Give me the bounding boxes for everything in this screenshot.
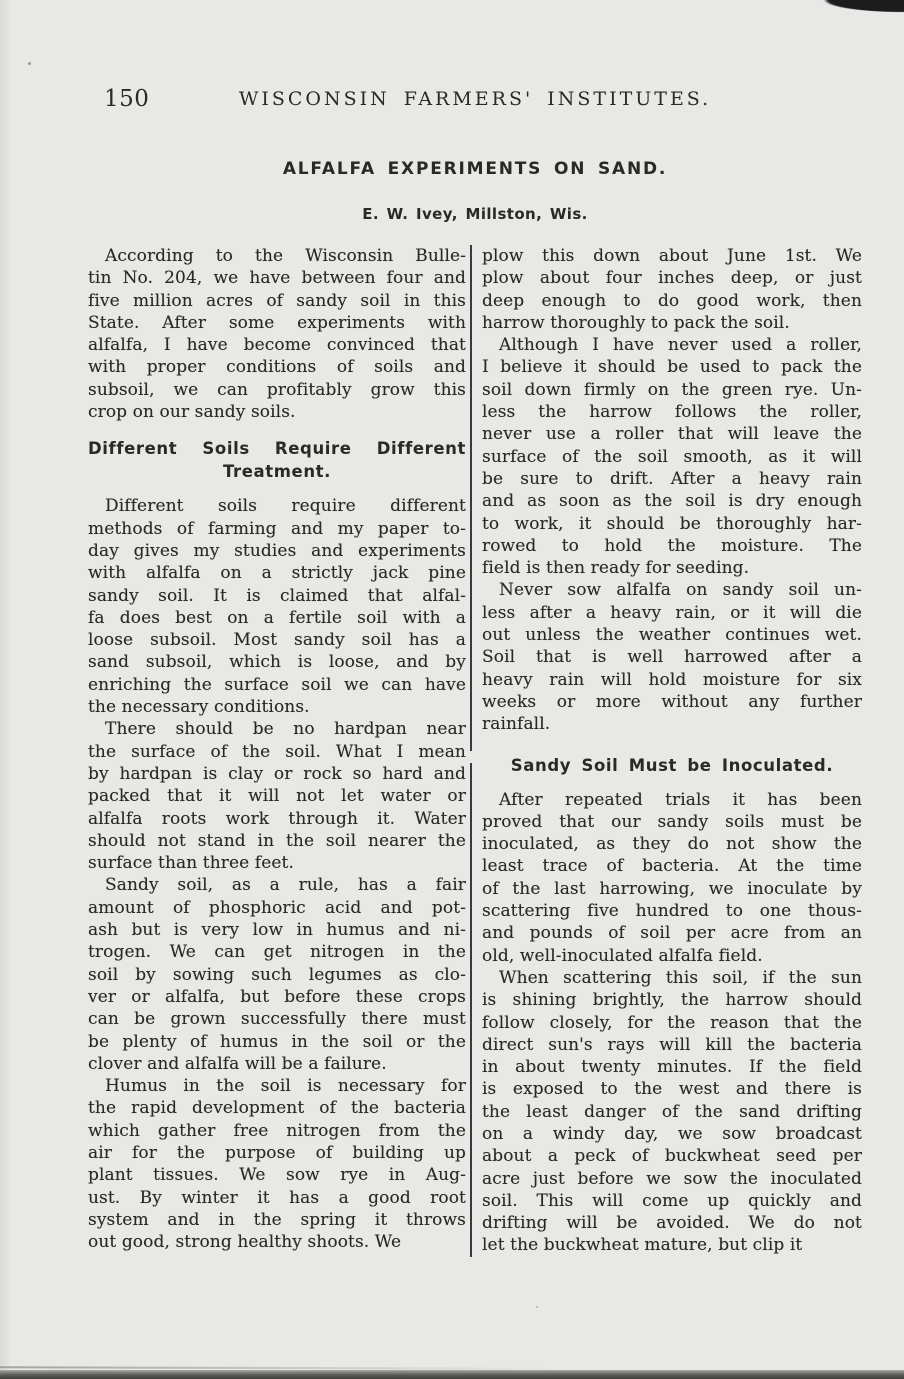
text-line: harrow thoroughly to pack the soil. — [482, 312, 790, 333]
text-line: Sandy soil, as a rule, has a fair — [105, 875, 466, 896]
text-line: about a peck of buckwheat seed per — [482, 1146, 862, 1167]
article-title: ALFALFA EXPERIMENTS ON SAND. — [282, 159, 668, 179]
text-line: trogen. We can get nitrogen in the — [88, 942, 466, 963]
text-line: Never sow alfalfa on sandy soil un- — [499, 580, 862, 601]
text-line: ash but is very low in humus and ni- — [88, 920, 466, 941]
text-line: should not stand in the soil nearer the — [88, 830, 466, 851]
text-line: with proper conditions of soils and — [88, 357, 466, 378]
text-line: plow about four inches deep, or just — [482, 268, 862, 289]
text-line: plow this down about June 1st. We — [482, 246, 862, 266]
scan-bottom-band — [0, 1370, 904, 1379]
text-line: methods of farming and my paper to- — [88, 518, 466, 539]
text-line: State. After some experiments with — [88, 312, 466, 333]
text-line: enriching the surface soil we can have — [88, 674, 466, 695]
text-line: acre just before we sow the inoculated — [482, 1168, 862, 1189]
text-line: I believe it should be used to pack the — [482, 357, 862, 378]
text-line: amount of phosphoric acid and pot- — [88, 897, 466, 918]
text-line: by hardpan is clay or rock so hard and — [88, 763, 466, 784]
running-header: WISCONSIN FARMERS' INSTITUTES. — [238, 88, 712, 110]
text-line: surface of the soil smooth, as it will — [482, 446, 862, 467]
paragraph — [482, 245, 862, 334]
text-line: and as soon as the soil is dry enough — [482, 491, 862, 512]
paragraph — [88, 718, 466, 874]
paragraph — [88, 245, 466, 423]
text-line: When scattering this soil, if the sun — [499, 967, 862, 988]
text-line: sandy soil. It is claimed that alfal- — [88, 585, 466, 606]
text-line: in about twenty minutes. If the field — [482, 1057, 862, 1078]
text-line: heavy rain will hold moisture for six — [482, 669, 862, 690]
text-line: soil. This will come up quickly and — [482, 1190, 862, 1211]
text-line: system and in the spring it throws — [88, 1209, 466, 1230]
text-line: let the buckwheat mature, but clip it — [482, 1235, 803, 1256]
section-heading-line: Sandy Soil Must be Inoculated. — [510, 755, 834, 775]
text-line: alfalfa, I have become convinced that — [88, 335, 466, 356]
page-number: 150 — [104, 86, 150, 112]
text-line: Although I have never used a roller, — [499, 335, 862, 356]
scan-edge-shade — [0, 0, 12, 1379]
text-line: which gather free nitrogen from the — [88, 1120, 466, 1141]
text-line: less the harrow follows the roller, — [482, 402, 862, 423]
text-line: sand subsoil, which is loose, and by — [88, 652, 466, 673]
section-heading — [88, 437, 466, 483]
text-line: five million acres of sandy soil in this — [88, 290, 466, 311]
text-line: After repeated trials it has been — [499, 789, 862, 810]
text-line: loose subsoil. Most sandy soil has a — [88, 630, 466, 651]
paragraph — [482, 334, 862, 579]
text-line: ust. By winter it has a good root — [88, 1187, 466, 1208]
text-line: There should be no hardpan near — [105, 719, 466, 740]
text-line: can be grown successfully there must — [88, 1009, 466, 1030]
column-right — [482, 245, 862, 1257]
text-line: clover and alfalfa will be a failure. — [88, 1053, 387, 1074]
text-line: soil down firmly on the green rye. Un- — [482, 379, 862, 400]
text-line: tin No. 204, we have between four and — [88, 268, 466, 289]
text-line: crop on our sandy soils. — [88, 402, 296, 423]
text-line: out unless the weather continues wet. — [482, 625, 862, 646]
text-line: least trace of bacteria. At the time — [482, 856, 862, 877]
text-line: be sure to drift. After a heavy rain — [482, 468, 862, 489]
text-line: direct sun's rays will kill the bacteria — [482, 1034, 862, 1055]
text-line: is shining brightly, the harrow should — [482, 990, 862, 1011]
text-line: of the last harrowing, we inoculate by — [482, 878, 862, 899]
text-line: is exposed to the west and there is — [482, 1079, 862, 1100]
text-line: plant tissues. We sow rye in Aug- — [88, 1165, 466, 1186]
text-line: be plenty of humus in the soil or the — [88, 1031, 466, 1052]
text-line: to work, it should be thoroughly har- — [482, 513, 862, 534]
paragraph — [482, 967, 862, 1257]
text-line: According to the Wisconsin Bulle- — [105, 246, 466, 266]
column-left — [88, 245, 466, 1257]
paragraph — [88, 495, 466, 718]
text-line: rainfall. — [482, 714, 551, 735]
text-line: old, well-inoculated alfalfa field. — [482, 945, 763, 966]
text-line: and pounds of soil per acre from an — [482, 923, 862, 944]
text-line: soil by sowing such legumes as clo- — [88, 964, 466, 985]
text-line: weeks or more without any further — [482, 691, 862, 712]
text-line: surface than three feet. — [88, 853, 294, 874]
text-line: Humus in the soil is necessary for — [105, 1076, 466, 1097]
text-line: air for the purpose of building up — [88, 1142, 466, 1163]
section-heading — [482, 754, 862, 777]
text-line: Different soils require different — [105, 496, 466, 517]
text-line: out good, strong healthy shoots. We — [88, 1232, 402, 1253]
text-line: proved that our sandy soils must be — [482, 811, 862, 832]
text-line: deep enough to do good work, then — [482, 290, 862, 311]
paragraph — [88, 874, 466, 1075]
text-line: fa does best on a fertile soil with a — [88, 607, 466, 628]
column-divider — [470, 245, 472, 1257]
text-line: follow closely, for the reason that the — [482, 1012, 862, 1033]
text-line: the rapid development of the bacteria — [88, 1098, 466, 1119]
section-heading-line: Different Soils Require Different — [88, 439, 466, 459]
text-line: day gives my studies and experiments — [88, 540, 466, 561]
section-heading-line: Treatment. — [222, 462, 332, 482]
text-line: Soil that is well harrowed after a — [482, 647, 862, 668]
text-line: drifting will be avoided. We do not — [482, 1213, 862, 1234]
scan-speck — [536, 1306, 538, 1308]
text-line: less after a heavy rain, or it will die — [482, 602, 862, 623]
scan-speck — [28, 62, 31, 65]
paragraph — [482, 789, 862, 967]
paragraph — [482, 579, 862, 735]
text-line: the surface of the soil. What I mean — [88, 741, 466, 762]
text-line: ver or alfalfa, but before these crops — [88, 986, 466, 1007]
text-line: subsoil, we can profitably grow this — [88, 379, 466, 400]
text-line: alfalfa roots work through it. Water — [88, 808, 466, 829]
text-line: packed that it will not let water or — [88, 786, 466, 807]
text-line: the necessary conditions. — [88, 697, 310, 718]
text-line: never use a roller that will leave the — [482, 424, 862, 445]
text-line: on a windy day, we sow broadcast — [482, 1123, 862, 1144]
text-line: with alfalfa on a strictly jack pine — [88, 563, 466, 584]
article-body — [88, 245, 862, 1257]
page-header — [88, 86, 862, 112]
text-line: inoculated, as they do not show the — [482, 834, 862, 855]
text-line: the least danger of the sand drifting — [482, 1101, 862, 1122]
text-line: field is then ready for seeding. — [482, 558, 750, 579]
scan-corner-artifact — [784, 0, 904, 14]
paragraph — [88, 1075, 466, 1253]
text-line: rowed to hold the moisture. The — [482, 535, 862, 556]
text-line: scattering five hundred to one thous- — [482, 901, 862, 922]
article-byline: E. W. Ivey, Millston, Wis. — [362, 205, 588, 223]
